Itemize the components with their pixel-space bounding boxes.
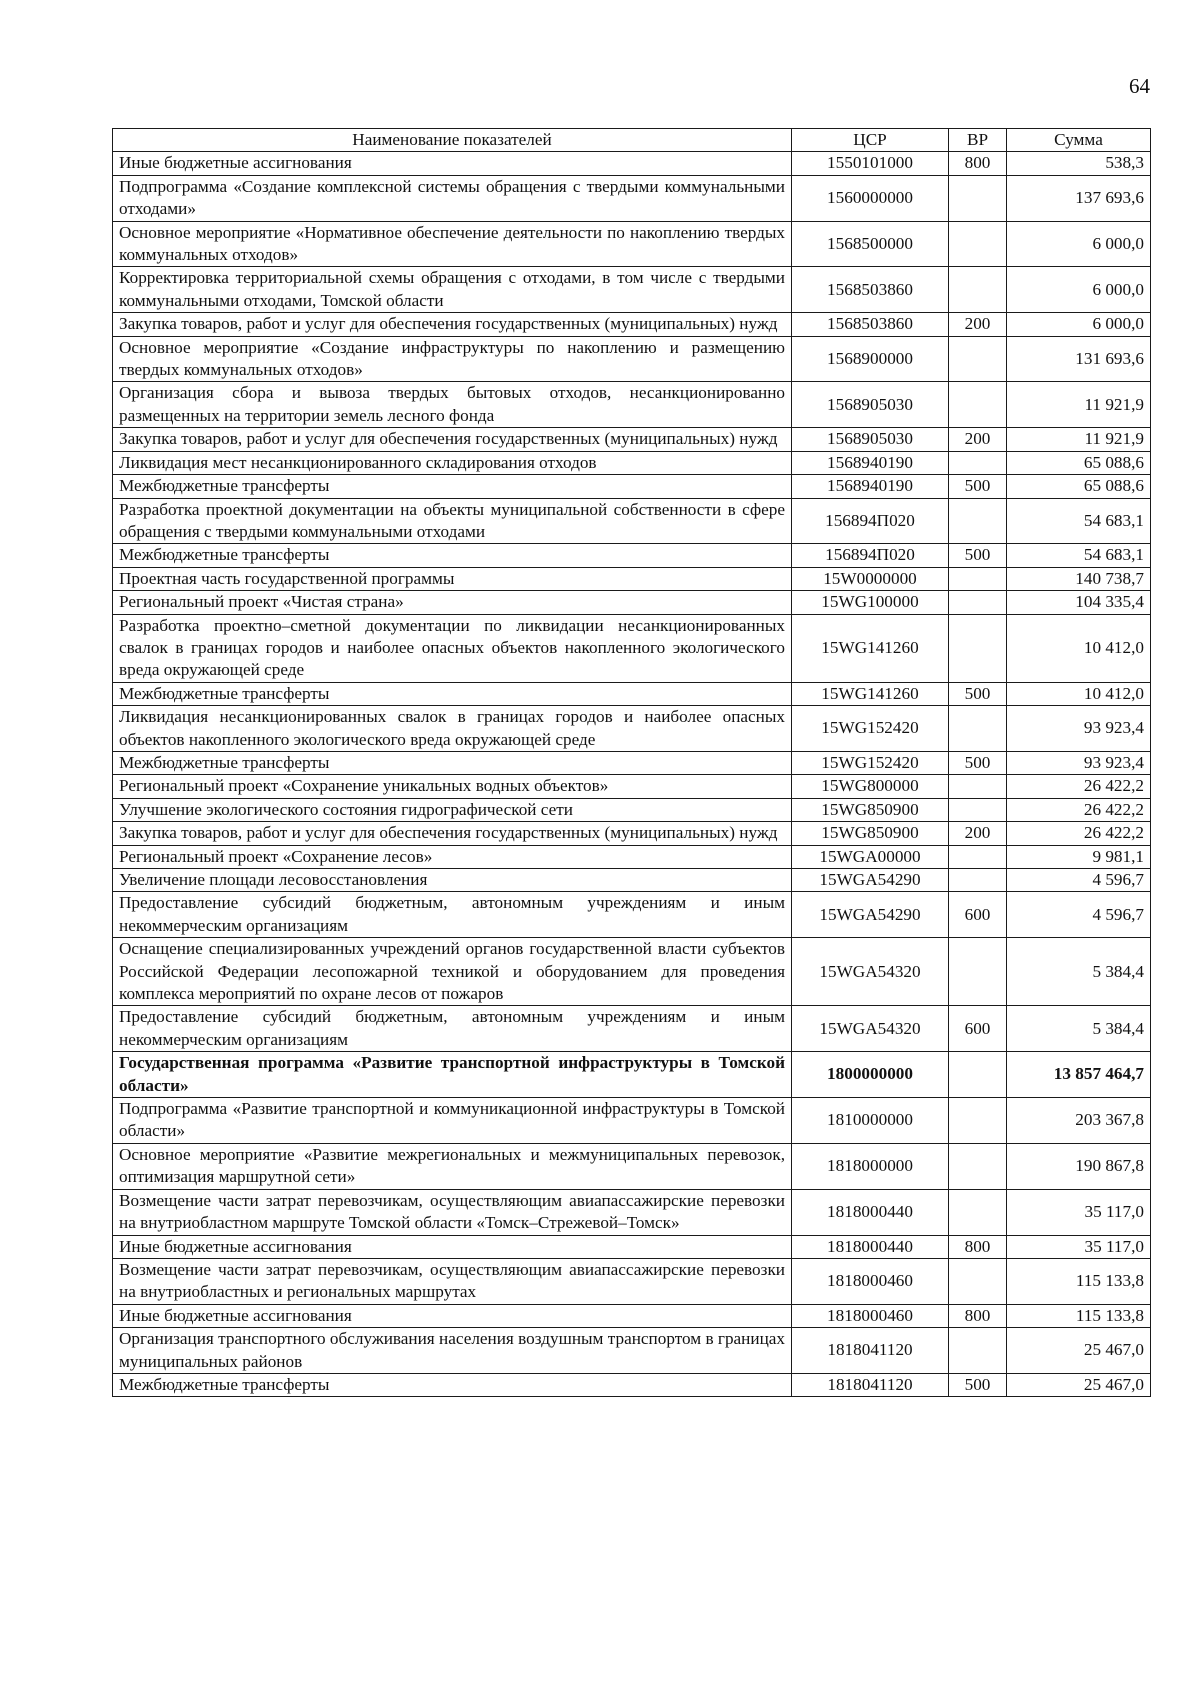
table-row bbox=[113, 1143, 1151, 1189]
cell-csr: 15WGA54290 bbox=[792, 869, 949, 892]
table-row bbox=[113, 1006, 1151, 1052]
table-row bbox=[113, 475, 1151, 498]
cell-name: Основное мероприятие «Развитие межрегиональных и межмуниципальных перевозок, оптимизация маршрутной сети» bbox=[113, 1143, 792, 1189]
table-row bbox=[113, 775, 1151, 798]
cell-vr: 500 bbox=[949, 682, 1007, 705]
cell-name: Ликвидация несанкционированных свалок в границах городов и наиболее опасных объектов накопленного экологического вреда окружающей среде bbox=[113, 706, 792, 752]
header-vr: ВР bbox=[949, 129, 1007, 152]
cell-sum: 25 467,0 bbox=[1007, 1373, 1151, 1396]
cell-sum: 54 683,1 bbox=[1007, 498, 1151, 544]
cell-vr bbox=[949, 1052, 1007, 1098]
cell-name: Межбюджетные трансферты bbox=[113, 682, 792, 705]
cell-sum: 190 867,8 bbox=[1007, 1143, 1151, 1189]
cell-name: Региональный проект «Сохранение лесов» bbox=[113, 845, 792, 868]
cell-csr: 1560000000 bbox=[792, 175, 949, 221]
cell-vr: 200 bbox=[949, 313, 1007, 336]
cell-sum: 54 683,1 bbox=[1007, 544, 1151, 567]
cell-csr: 15WG100000 bbox=[792, 591, 949, 614]
cell-csr: 156894П020 bbox=[792, 544, 949, 567]
table-row bbox=[113, 267, 1151, 313]
cell-sum: 4 596,7 bbox=[1007, 869, 1151, 892]
cell-name: Улучшение экологического состояния гидрографической сети bbox=[113, 798, 792, 821]
cell-csr: 1818000440 bbox=[792, 1235, 949, 1258]
cell-name: Межбюджетные трансферты bbox=[113, 751, 792, 774]
cell-name: Иные бюджетные ассигнования bbox=[113, 152, 792, 175]
cell-sum: 6 000,0 bbox=[1007, 267, 1151, 313]
cell-csr: 1568503860 bbox=[792, 313, 949, 336]
cell-name: Ликвидация мест несанкционированного складирования отходов bbox=[113, 451, 792, 474]
table-row bbox=[113, 1373, 1151, 1396]
cell-csr: 1568503860 bbox=[792, 267, 949, 313]
cell-vr bbox=[949, 1143, 1007, 1189]
cell-csr: 15WG800000 bbox=[792, 775, 949, 798]
cell-csr: 15WG152420 bbox=[792, 706, 949, 752]
table-row bbox=[113, 175, 1151, 221]
cell-vr bbox=[949, 614, 1007, 682]
cell-vr bbox=[949, 1098, 1007, 1144]
cell-csr: 15WG850900 bbox=[792, 798, 949, 821]
cell-name: Иные бюджетные ассигнования bbox=[113, 1304, 792, 1327]
cell-csr: 1568500000 bbox=[792, 221, 949, 267]
table-row bbox=[113, 1328, 1151, 1374]
cell-name: Закупка товаров, работ и услуг для обеспечения государственных (муниципальных) нужд bbox=[113, 822, 792, 845]
cell-name: Иные бюджетные ассигнования bbox=[113, 1235, 792, 1258]
cell-name: Увеличение площади лесовосстановления bbox=[113, 869, 792, 892]
cell-vr bbox=[949, 267, 1007, 313]
table-row bbox=[113, 682, 1151, 705]
cell-vr bbox=[949, 798, 1007, 821]
cell-csr: 1568900000 bbox=[792, 336, 949, 382]
cell-csr: 156894П020 bbox=[792, 498, 949, 544]
cell-name: Основное мероприятие «Создание инфраструктуры по накоплению и размещению твердых коммунальных отходов» bbox=[113, 336, 792, 382]
cell-name: Возмещение части затрат перевозчикам, осуществляющим авиапассажирские перевозки на внутриобластных и региональных маршрутах bbox=[113, 1258, 792, 1304]
budget-table bbox=[112, 128, 1151, 1397]
cell-vr: 800 bbox=[949, 1235, 1007, 1258]
cell-csr: 15W0000000 bbox=[792, 567, 949, 590]
table-row bbox=[113, 567, 1151, 590]
cell-vr: 600 bbox=[949, 892, 1007, 938]
cell-name: Предоставление субсидий бюджетным, автономным учреждениям и иным некоммерческим организациям bbox=[113, 892, 792, 938]
cell-sum: 11 921,9 bbox=[1007, 428, 1151, 451]
cell-vr bbox=[949, 938, 1007, 1006]
cell-vr bbox=[949, 1189, 1007, 1235]
cell-sum: 131 693,6 bbox=[1007, 336, 1151, 382]
table-row bbox=[113, 1235, 1151, 1258]
cell-vr: 500 bbox=[949, 1373, 1007, 1396]
cell-name: Оснащение специализированных учреждений органов государственной власти субъектов Российской Федерации лесопожарной техникой и оборудованием для проведения комплекса мероприятий по охране лесов от пожаров bbox=[113, 938, 792, 1006]
cell-vr bbox=[949, 336, 1007, 382]
cell-csr: 15WG850900 bbox=[792, 822, 949, 845]
cell-sum: 93 923,4 bbox=[1007, 706, 1151, 752]
table-row bbox=[113, 822, 1151, 845]
header-name: Наименование показателей bbox=[113, 129, 792, 152]
table-row bbox=[113, 751, 1151, 774]
cell-sum: 11 921,9 bbox=[1007, 382, 1151, 428]
cell-sum: 13 857 464,7 bbox=[1007, 1052, 1151, 1098]
cell-sum: 140 738,7 bbox=[1007, 567, 1151, 590]
cell-csr: 1568905030 bbox=[792, 428, 949, 451]
cell-vr: 600 bbox=[949, 1006, 1007, 1052]
cell-sum: 9 981,1 bbox=[1007, 845, 1151, 868]
cell-name: Государственная программа «Развитие транспортной инфраструктуры в Томской области» bbox=[113, 1052, 792, 1098]
cell-vr bbox=[949, 591, 1007, 614]
cell-vr: 800 bbox=[949, 1304, 1007, 1327]
cell-vr: 500 bbox=[949, 544, 1007, 567]
cell-vr bbox=[949, 175, 1007, 221]
page-number: 64 bbox=[1129, 74, 1150, 98]
header-sum: Сумма bbox=[1007, 129, 1151, 152]
cell-name: Закупка товаров, работ и услуг для обеспечения государственных (муниципальных) нужд bbox=[113, 428, 792, 451]
table-row bbox=[113, 798, 1151, 821]
cell-sum: 104 335,4 bbox=[1007, 591, 1151, 614]
table-row bbox=[113, 498, 1151, 544]
table-header-row bbox=[113, 129, 1151, 152]
cell-sum: 65 088,6 bbox=[1007, 475, 1151, 498]
table-row bbox=[113, 614, 1151, 682]
cell-csr: 1818000440 bbox=[792, 1189, 949, 1235]
cell-name: Подпрограмма «Развитие транспортной и коммуникационной инфраструктуры в Томской области» bbox=[113, 1098, 792, 1144]
table-row bbox=[113, 845, 1151, 868]
cell-sum: 6 000,0 bbox=[1007, 221, 1151, 267]
cell-sum: 10 412,0 bbox=[1007, 614, 1151, 682]
table-row bbox=[113, 1052, 1151, 1098]
cell-csr: 1818000000 bbox=[792, 1143, 949, 1189]
table-row bbox=[113, 428, 1151, 451]
cell-csr: 15WG141260 bbox=[792, 614, 949, 682]
cell-vr: 800 bbox=[949, 152, 1007, 175]
cell-csr: 15WGA54290 bbox=[792, 892, 949, 938]
cell-name: Региональный проект «Чистая страна» bbox=[113, 591, 792, 614]
cell-csr: 1818041120 bbox=[792, 1373, 949, 1396]
cell-name: Организация сбора и вывоза твердых бытовых отходов, несанкционированно размещенных на территории земель лесного фонда bbox=[113, 382, 792, 428]
table-row bbox=[113, 336, 1151, 382]
cell-csr: 1818041120 bbox=[792, 1328, 949, 1374]
cell-name: Предоставление субсидий бюджетным, автономным учреждениям и иным некоммерческим организациям bbox=[113, 1006, 792, 1052]
cell-vr bbox=[949, 845, 1007, 868]
cell-sum: 26 422,2 bbox=[1007, 798, 1151, 821]
table-row bbox=[113, 1189, 1151, 1235]
cell-sum: 538,3 bbox=[1007, 152, 1151, 175]
table-row bbox=[113, 152, 1151, 175]
cell-name: Корректировка территориальной схемы обращения с отходами, в том числе с твердыми коммунальными отходами, Томской области bbox=[113, 267, 792, 313]
cell-vr: 200 bbox=[949, 428, 1007, 451]
cell-name: Подпрограмма «Создание комплексной системы обращения с твердыми коммунальными отходами» bbox=[113, 175, 792, 221]
table-body bbox=[113, 152, 1151, 1397]
cell-sum: 5 384,4 bbox=[1007, 1006, 1151, 1052]
cell-csr: 15WG141260 bbox=[792, 682, 949, 705]
table-row bbox=[113, 1304, 1151, 1327]
cell-vr bbox=[949, 1258, 1007, 1304]
cell-vr bbox=[949, 382, 1007, 428]
cell-sum: 137 693,6 bbox=[1007, 175, 1151, 221]
cell-csr: 1818000460 bbox=[792, 1304, 949, 1327]
cell-csr: 1568905030 bbox=[792, 382, 949, 428]
cell-name: Межбюджетные трансферты bbox=[113, 544, 792, 567]
cell-sum: 115 133,8 bbox=[1007, 1258, 1151, 1304]
cell-name: Разработка проектно–сметной документации по ликвидации несанкционированных свалок в границах городов и наиболее опасных объектов накопленного экологического вреда окружающей среде bbox=[113, 614, 792, 682]
cell-sum: 26 422,2 bbox=[1007, 822, 1151, 845]
cell-csr: 1818000460 bbox=[792, 1258, 949, 1304]
table-row bbox=[113, 544, 1151, 567]
cell-sum: 4 596,7 bbox=[1007, 892, 1151, 938]
cell-csr: 15WGA54320 bbox=[792, 938, 949, 1006]
table-row bbox=[113, 892, 1151, 938]
header-csr: ЦСР bbox=[792, 129, 949, 152]
table-row bbox=[113, 313, 1151, 336]
table-row bbox=[113, 1098, 1151, 1144]
cell-vr: 200 bbox=[949, 822, 1007, 845]
cell-vr bbox=[949, 869, 1007, 892]
cell-vr: 500 bbox=[949, 751, 1007, 774]
cell-csr: 1810000000 bbox=[792, 1098, 949, 1144]
cell-sum: 10 412,0 bbox=[1007, 682, 1151, 705]
table-row bbox=[113, 938, 1151, 1006]
cell-csr: 15WGA54320 bbox=[792, 1006, 949, 1052]
cell-name: Межбюджетные трансферты bbox=[113, 475, 792, 498]
table-row bbox=[113, 1258, 1151, 1304]
cell-name: Межбюджетные трансферты bbox=[113, 1373, 792, 1396]
cell-csr: 1568940190 bbox=[792, 475, 949, 498]
table-row bbox=[113, 221, 1151, 267]
cell-csr: 15WGA00000 bbox=[792, 845, 949, 868]
cell-name: Региональный проект «Сохранение уникальных водных объектов» bbox=[113, 775, 792, 798]
cell-name: Возмещение части затрат перевозчикам, осуществляющим авиапассажирские перевозки на внутриобластном маршруте Томской области «Томск–Стрежевой–Томск» bbox=[113, 1189, 792, 1235]
cell-csr: 1550101000 bbox=[792, 152, 949, 175]
cell-vr bbox=[949, 221, 1007, 267]
cell-sum: 25 467,0 bbox=[1007, 1328, 1151, 1374]
cell-name: Организация транспортного обслуживания населения воздушным транспортом в границах муниципальных районов bbox=[113, 1328, 792, 1374]
cell-vr bbox=[949, 706, 1007, 752]
table-row bbox=[113, 591, 1151, 614]
cell-sum: 115 133,8 bbox=[1007, 1304, 1151, 1327]
table-row bbox=[113, 382, 1151, 428]
table-row bbox=[113, 706, 1151, 752]
cell-name: Проектная часть государственной программы bbox=[113, 567, 792, 590]
cell-sum: 35 117,0 bbox=[1007, 1189, 1151, 1235]
cell-sum: 65 088,6 bbox=[1007, 451, 1151, 474]
cell-sum: 35 117,0 bbox=[1007, 1235, 1151, 1258]
cell-vr bbox=[949, 567, 1007, 590]
table-row bbox=[113, 869, 1151, 892]
cell-name: Закупка товаров, работ и услуг для обеспечения государственных (муниципальных) нужд bbox=[113, 313, 792, 336]
cell-vr bbox=[949, 1328, 1007, 1374]
cell-vr bbox=[949, 451, 1007, 474]
cell-csr: 1800000000 bbox=[792, 1052, 949, 1098]
cell-name: Основное мероприятие «Нормативное обеспечение деятельности по накоплению твердых коммунальных отходов» bbox=[113, 221, 792, 267]
cell-sum: 5 384,4 bbox=[1007, 938, 1151, 1006]
table-row bbox=[113, 451, 1151, 474]
cell-sum: 93 923,4 bbox=[1007, 751, 1151, 774]
cell-sum: 6 000,0 bbox=[1007, 313, 1151, 336]
cell-vr: 500 bbox=[949, 475, 1007, 498]
cell-sum: 203 367,8 bbox=[1007, 1098, 1151, 1144]
cell-sum: 26 422,2 bbox=[1007, 775, 1151, 798]
cell-csr: 15WG152420 bbox=[792, 751, 949, 774]
cell-vr bbox=[949, 498, 1007, 544]
cell-name: Разработка проектной документации на объекты муниципальной собственности в сфере обращения с твердыми коммунальными отходами bbox=[113, 498, 792, 544]
cell-vr bbox=[949, 775, 1007, 798]
cell-csr: 1568940190 bbox=[792, 451, 949, 474]
